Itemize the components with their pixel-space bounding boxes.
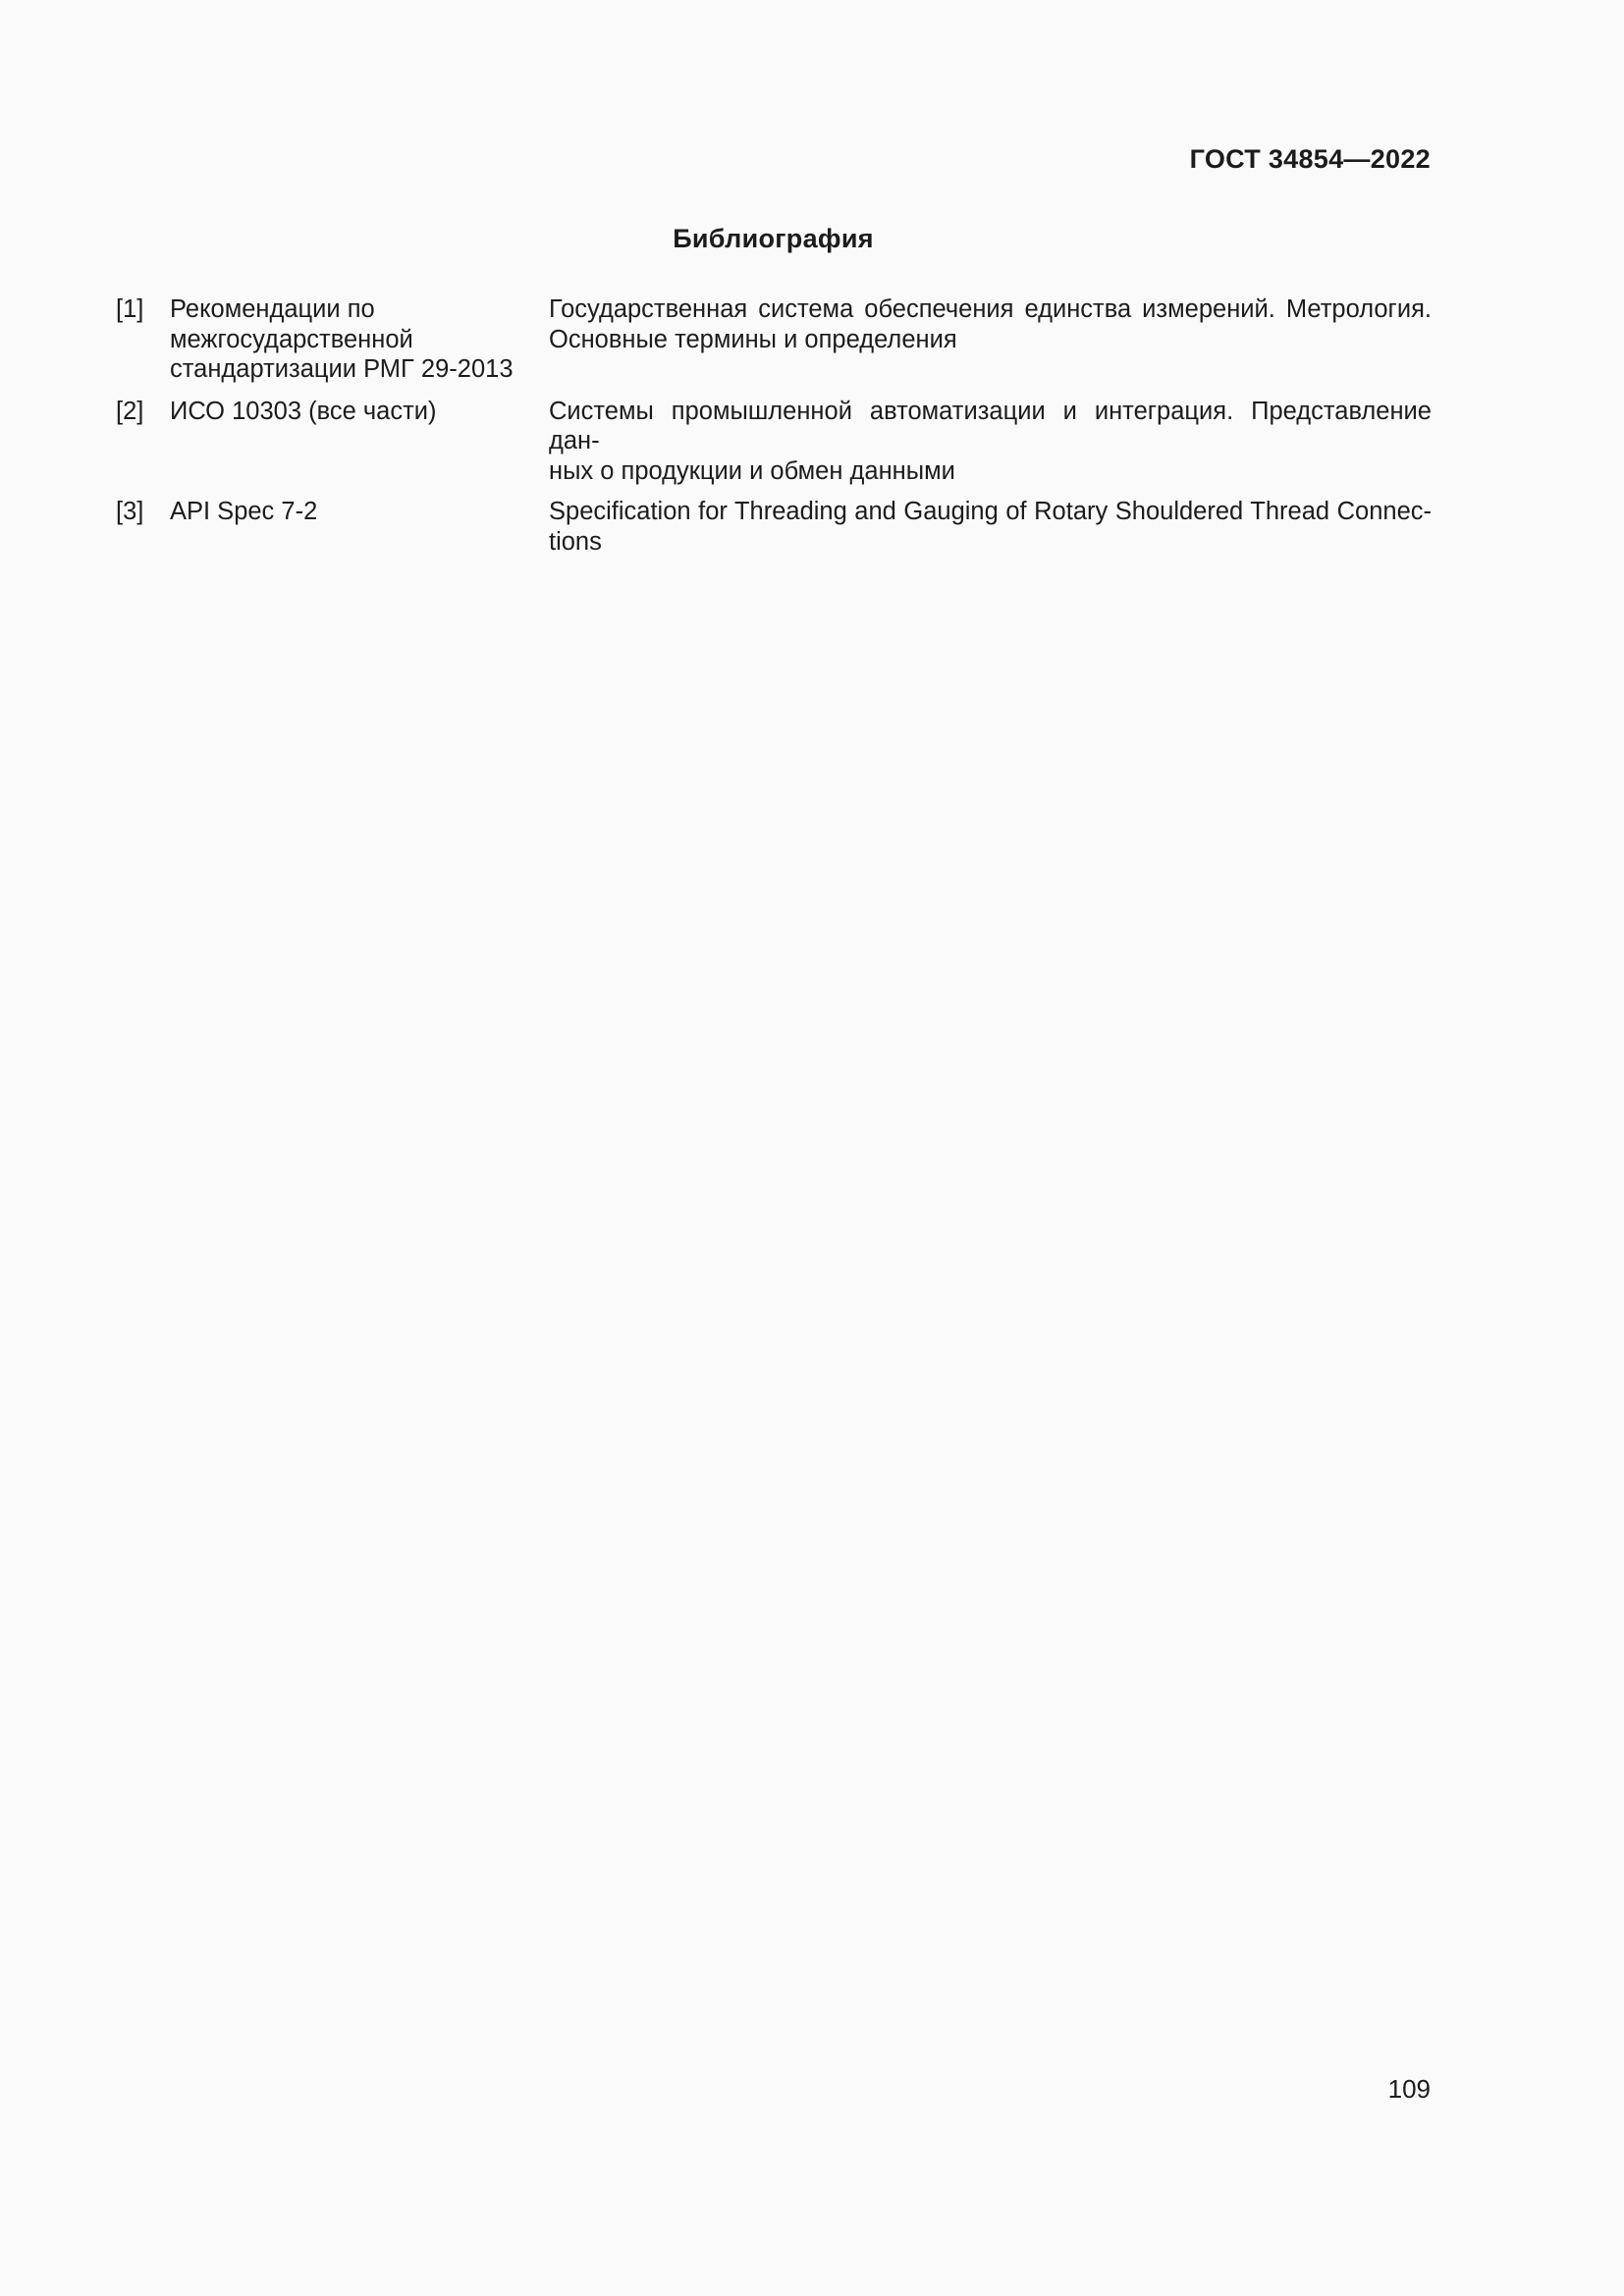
entry-source (170, 397, 523, 427)
entry-number: [1] (116, 295, 144, 323)
bibliography-entry (116, 397, 1432, 487)
bibliography-entry (116, 497, 1432, 557)
page-number: 109 (1387, 2074, 1431, 2104)
section-title: Библиография (673, 224, 874, 253)
entry-source (170, 497, 523, 527)
entry-title-line: ных о продукции и обмен данными (549, 456, 955, 485)
bibliography-entry (116, 294, 1432, 385)
entry-title-line: Системы промышленной автоматизации и интеграция. Представление дан- (549, 397, 1432, 454)
entry-number: [3] (116, 498, 144, 525)
entry-source-line: API Spec 7-2 (170, 498, 318, 525)
entry-source (170, 294, 523, 385)
entry-title (549, 294, 1432, 385)
entry-source-line: стандартизации РМГ 29-2013 (170, 355, 514, 383)
entry-title-line: Государственная система обеспечения единства измерений. Метрология. (549, 295, 1432, 323)
entry-source-line: Рекомендации по (170, 295, 375, 323)
entry-title-line: Основные термины и определения (549, 325, 957, 353)
entry-title (549, 397, 1432, 487)
entry-source-line: ИСО 10303 (все части) (170, 397, 437, 425)
entry-source-line: межгосударственной (170, 325, 413, 353)
entry-number: [2] (116, 397, 144, 425)
entry-title-line: Specification for Threading and Gauging of Rotary Shouldered Thread Connec- (549, 498, 1432, 525)
bibliography-list (116, 294, 1432, 557)
document-code: ГОСТ 34854—2022 (1189, 144, 1431, 174)
entry-title (549, 497, 1432, 557)
entry-title-line: tions (549, 527, 602, 556)
